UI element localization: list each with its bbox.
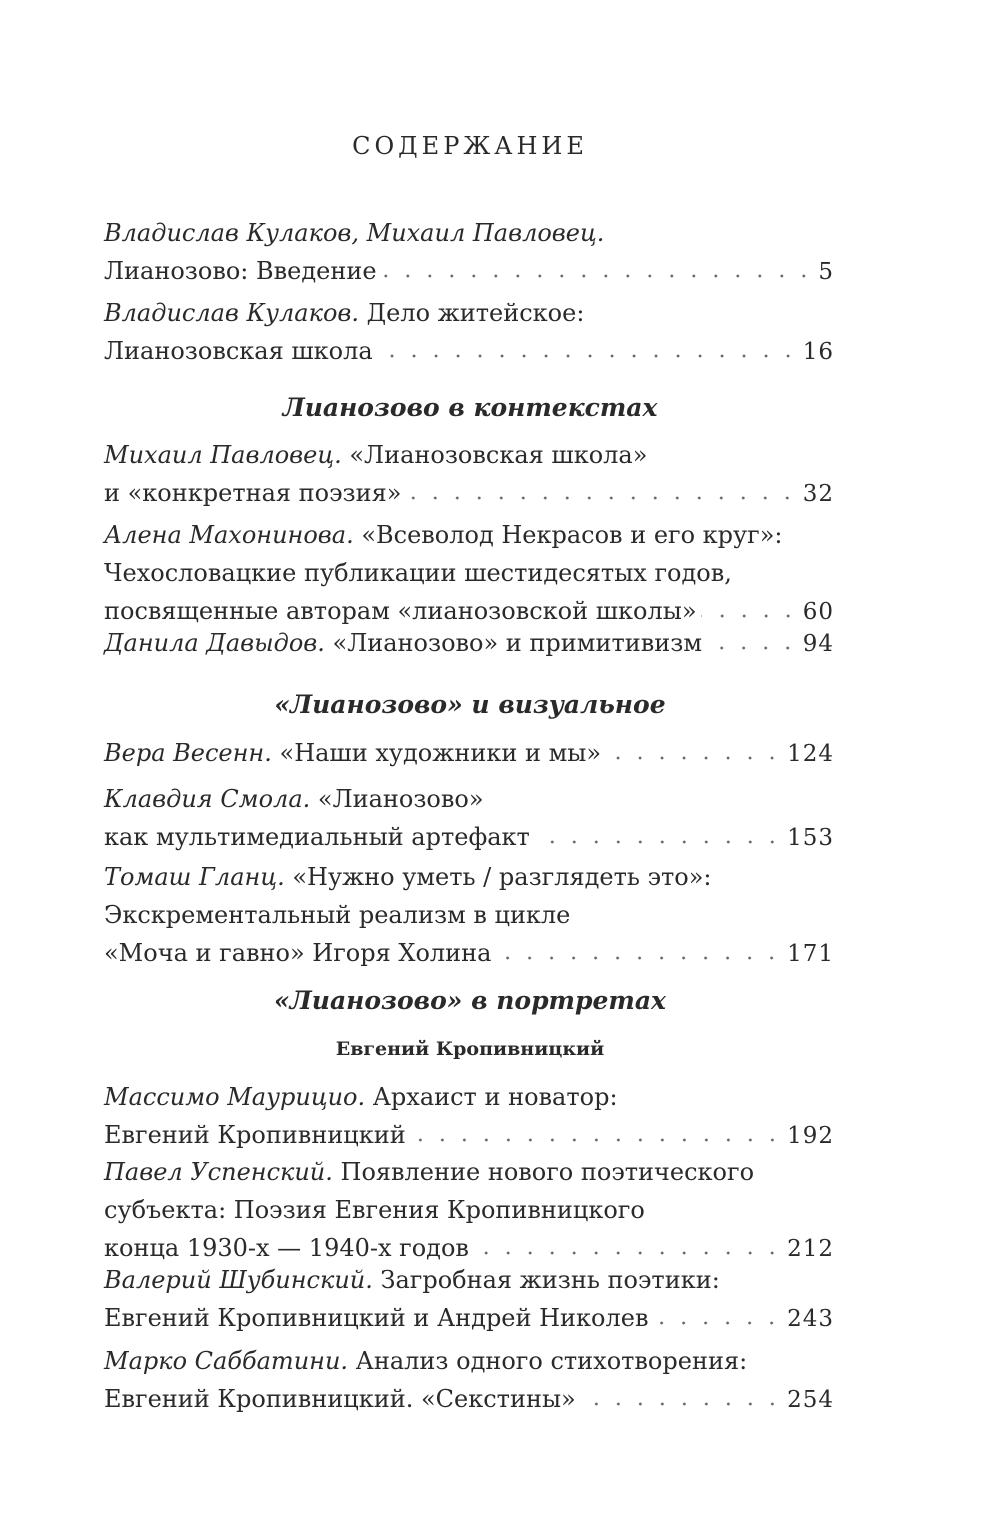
entry-line (104, 1153, 834, 1191)
entry-text (104, 1078, 618, 1116)
dot-leader (580, 1399, 783, 1409)
entry-title: «Наши художники и мы» (271, 739, 602, 767)
page-number: 32 (802, 481, 834, 507)
page-title: СОДЕРЖАНИЕ (352, 132, 588, 160)
entry-title: «Нужно уметь / разглядеть это»: (284, 863, 712, 891)
entry-line (104, 294, 834, 332)
entry-line (104, 934, 834, 972)
entry-line (104, 858, 834, 896)
entry-title: Евгений Кропивницкий. «Секстины» (104, 1385, 576, 1413)
entry-title: Экскрементальный реализм в цикле (104, 901, 571, 929)
toc-entry[interactable] (104, 516, 834, 630)
entry-title: «Лианозовская школа» (341, 441, 648, 469)
entry-text (104, 474, 401, 512)
toc-entry[interactable] (104, 780, 834, 856)
dot-leader (377, 351, 799, 361)
entry-author: Томаш Гланц. (104, 863, 285, 891)
page-number: 171 (787, 941, 834, 967)
entry-line (104, 516, 834, 554)
page-number: 5 (818, 259, 834, 285)
entry-author: Вера Весенн. (104, 739, 272, 767)
entry-author: Павел Успенский. (104, 1158, 333, 1186)
entry-text (104, 934, 491, 972)
dot-leader (605, 753, 783, 763)
entry-line (104, 214, 834, 252)
entry-text (104, 214, 604, 252)
entry-line (104, 1299, 834, 1337)
entry-text (104, 1153, 754, 1191)
entry-line (104, 818, 834, 856)
entry-author: Владислав Кулаков. (104, 299, 359, 327)
entry-author: Клавдия Смола. (104, 785, 311, 813)
toc-entry[interactable] (104, 294, 834, 370)
entry-author: Марко Саббатини. (104, 1347, 349, 1375)
entry-title: Лианозово: Введение (104, 257, 377, 285)
entry-author: Владислав Кулаков, Михаил Павловец. (104, 219, 605, 247)
entry-title: субъекта: Поэзия Евгения Кропивницкого (104, 1196, 645, 1224)
toc-entry[interactable] (104, 214, 834, 290)
entry-title: Евгений Кропивницкий и Андрей Николев (104, 1304, 649, 1332)
dot-leader (381, 271, 815, 281)
toc-entry[interactable] (104, 1153, 834, 1267)
dot-leader (534, 837, 783, 847)
entry-line (104, 780, 834, 818)
entry-text (104, 1261, 720, 1299)
section-heading: «Лианозово» и визуальное (274, 690, 666, 719)
dot-leader (405, 493, 798, 503)
dot-leader (652, 1318, 783, 1328)
toc-entry[interactable] (104, 1078, 834, 1154)
page-number: 243 (787, 1306, 834, 1332)
entry-text (104, 1191, 645, 1229)
entry-title: Анализ одного стихотворения: (348, 1347, 748, 1375)
page-number: 124 (787, 741, 834, 767)
entry-line (104, 896, 834, 934)
section-heading: «Лианозово» в портретах (274, 986, 666, 1015)
entry-line (104, 436, 834, 474)
entry-title: Чехословацкие публикации шестидесятых годов, (104, 559, 732, 587)
page-number: 212 (787, 1236, 834, 1262)
entry-text (104, 1380, 576, 1418)
entry-title: как мультимедиальный артефакт (104, 823, 530, 851)
entry-title: «Лианозово» и примитивизм (324, 629, 702, 657)
entry-title: и «конкретная поэзия» (104, 479, 402, 507)
page-number: 254 (787, 1387, 834, 1413)
entry-line (104, 332, 834, 370)
entry-text (104, 624, 702, 662)
entry-title: конца 1930-х — 1940-х годов (104, 1234, 469, 1262)
entry-title: Загробная жизнь поэтики: (372, 1266, 720, 1294)
toc-entry[interactable] (104, 1342, 834, 1418)
entry-text (104, 554, 732, 592)
dot-leader (495, 953, 783, 963)
entry-author: Алена Махонинова. (104, 521, 354, 549)
entry-text (104, 252, 377, 290)
entry-line (104, 1116, 834, 1154)
page-number: 192 (787, 1123, 834, 1149)
toc-entry[interactable] (104, 624, 834, 662)
entry-text (104, 858, 712, 896)
dot-leader (473, 1248, 783, 1258)
entry-line (104, 624, 834, 662)
entry-title: Лианозовская школа (104, 337, 373, 365)
page-number: 16 (802, 339, 834, 365)
entry-title: «Всеволод Некрасов и его круг»: (353, 521, 783, 549)
page-number: 94 (802, 631, 834, 657)
entry-text (104, 294, 584, 332)
section-heading: Лианозово в контекстах (282, 393, 658, 422)
dot-leader (706, 643, 799, 653)
entry-line (104, 1342, 834, 1380)
entry-title: «Лианозово» (310, 785, 484, 813)
entry-title: Евгений Кропивницкий (104, 1121, 406, 1149)
entry-text (104, 780, 484, 818)
entry-title: Появление нового поэтического (332, 1158, 755, 1186)
entry-line (104, 1191, 834, 1229)
entry-text (104, 818, 530, 856)
entry-text (104, 436, 647, 474)
entry-title: Архаист и новатор: (365, 1083, 618, 1111)
toc-entry[interactable] (104, 1261, 834, 1337)
entry-author: Михаил Павловец. (104, 441, 342, 469)
entry-text (104, 516, 783, 554)
entry-title: «Моча и гавно» Игоря Холина (104, 939, 492, 967)
page-number: 60 (802, 599, 834, 625)
entry-author: Массимо Маурицио. (104, 1083, 366, 1111)
entry-text (104, 1116, 406, 1154)
entry-text (104, 332, 373, 370)
toc-entry[interactable] (104, 734, 834, 772)
entry-title: посвященные авторам «лианозовской школы» (104, 597, 697, 625)
entry-line (104, 1380, 834, 1418)
entry-title: Дело житейское: (359, 299, 585, 327)
toc-entry[interactable] (104, 436, 834, 512)
page-number: 153 (787, 825, 834, 851)
entry-text (104, 1342, 747, 1380)
entry-author: Валерий Шубинский. (104, 1266, 373, 1294)
entry-text (104, 734, 601, 772)
entry-line (104, 1261, 834, 1299)
entry-line (104, 474, 834, 512)
subsection-heading: Евгений Кропивницкий (335, 1038, 605, 1060)
entry-line (104, 1078, 834, 1116)
entry-line (104, 554, 834, 592)
entry-line (104, 252, 834, 290)
entry-text (104, 1299, 648, 1337)
dot-leader (410, 1135, 783, 1145)
entry-author: Данила Давыдов. (104, 629, 325, 657)
entry-line (104, 734, 834, 772)
entry-text (104, 896, 570, 934)
dot-leader (701, 611, 799, 621)
toc-entry[interactable] (104, 858, 834, 972)
